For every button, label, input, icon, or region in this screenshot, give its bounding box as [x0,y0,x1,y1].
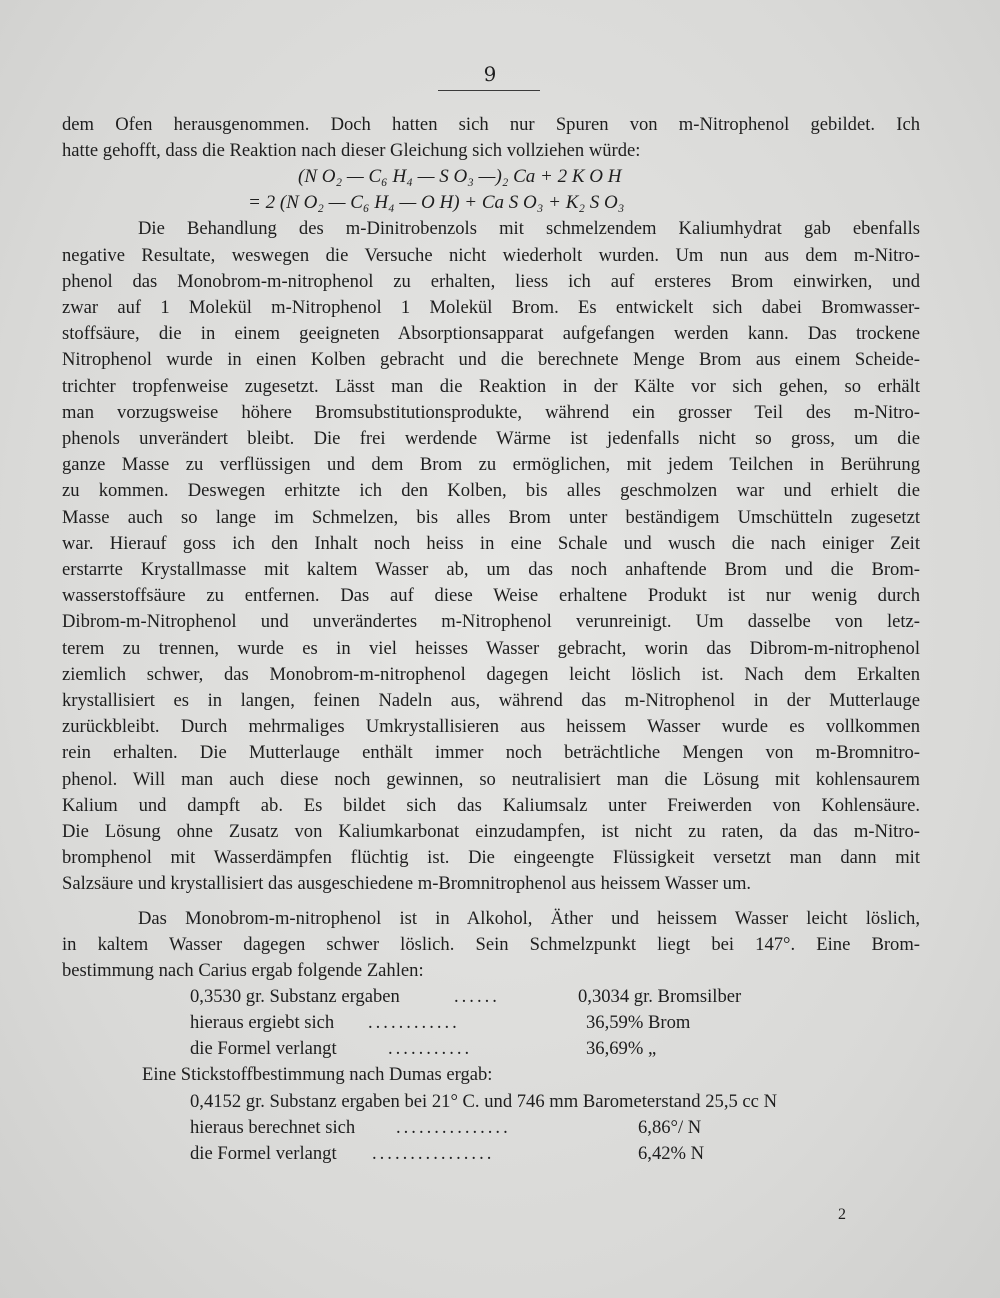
formula-line-1: (N O₂ — C₆ H₄ — S O₃ —)₂ Ca + 2 K O H [298,166,622,188]
text-line: man vorzugsweise höhere Bromsubstitutionsprodukte, während ein grosser Teil des m-Nitro- [62,401,920,423]
text-line: Die Lösung ohne Zusatz von Kaliumkarbonat einzudampfen, ist nicht zu raten, da das m-Nitro- [62,821,920,843]
text-line: Dibrom-m-Nitrophenol und unverändertes m-Nitrophenol verunreinigt. Um dasselbe von letz- [62,611,920,633]
row-label: die Formel verlangt [190,1038,337,1060]
text-line: zu kommen. Deswegen erhitzte ich den Kolben, bis alles geschmolzen war und erhielt die [62,480,920,502]
text-line: rein erhalten. Die Mutterlauge enthält immer noch beträchtliche Mengen von m-Bromnitro- [62,742,920,764]
text-line: Nitrophenol wurde in einen Kolben gebracht und die berechnete Menge Brom aus einem Scheide- [62,349,920,371]
leader-dots: ...... [454,986,500,1008]
row-label: die Formel verlangt [190,1142,337,1164]
text-line: Die Behandlung des m-Dinitrobenzols mit schmelzendem Kaliumhydrat gab ebenfalls [138,218,920,240]
n-row [62,1141,920,1167]
text-line: Eine Stickstoffbestimmung nach Dumas ergab: [142,1064,493,1086]
text-line: phenol das Monobrom-m-nitrophenol zu erhalten, liess ich auf ersteres Brom einwirken, und [62,270,920,292]
signature-mark: 2 [838,1206,846,1223]
text-line: Kalium und dampft ab. Es bildet sich das Kaliumsalz unter Freiwerden von Kohlensäure. [62,794,920,816]
row-label: 0,3530 gr. Substanz ergaben [190,986,400,1008]
text-line: Masse auch so lange im Schmelzen, bis alles Brom unter beständigem Umschütteln zugesetzt [62,506,920,528]
text-line: Das Monobrom-m-nitrophenol ist in Alkohol, Äther und heissem Wasser leicht löslich, [138,907,920,929]
formula-line-2: = 2 (N O₂ — C₆ H₄ — O H) + Ca S O₃ + K₂ S O₃ [248,192,625,214]
leader-dots: ............ [368,1012,460,1034]
text-line: bestimmung nach Carius ergab folgende Zahlen: [62,960,424,982]
text-line: terem zu trennen, wurde es in viel heisses Wasser gebracht, worin das Dibrom-m-nitrophenol [62,637,920,659]
brom-row [62,1010,920,1036]
row-label: 0,4152 gr. Substanz ergaben bei 21° C. und 746 mm Barometerstand 25,5 cc N [190,1090,778,1112]
row-value: 36,69% „ [586,1038,657,1060]
leader-dots: ............... [396,1116,511,1138]
leader-dots: ........... [388,1038,473,1060]
text-line: zwar auf 1 Molekül m-Nitrophenol 1 Molekül Brom. Es entwickelt sich dabei Bromwasser- [62,297,920,319]
text-line: erstarrte Krystallmasse mit kaltem Wasser ab, um das noch anhaftende Brom und die Brom- [62,559,920,581]
row-value: 0,3034 gr. Bromsilber [578,986,742,1008]
text-line: war. Hierauf goss ich den Inhalt noch heiss in eine Schale und wusch die nach einiger Zeit [62,532,920,554]
header-rule [438,90,540,91]
text-line: krystallisiert es in langen, feinen Nadeln aus, während das m-Nitrophenol in der Mutterlauge [62,690,920,712]
text-line: phenol. Will man auch diese noch gewinnen, so neutralisiert man die Lösung mit kohlensaurem [62,768,920,790]
row-label: hieraus berechnet sich [190,1116,356,1138]
leader-dots: ................ [372,1142,495,1164]
row-value: 6,42% N [638,1142,705,1164]
brom-row [62,984,920,1010]
text-line: zurückbleibt. Durch mehrmaliges Umkrystallisieren aus heissem Wasser wurde es vollkommen [62,716,920,738]
row-label: hieraus ergiebt sich [190,1012,335,1034]
text-line: trichter tropfenweise zugesetzt. Lässt man die Reaktion in der Kälte vor sich gehen, so erhält [62,375,920,397]
text-line: hatte gehofft, dass die Reaktion nach dieser Gleichung sich vollziehen würde: [62,140,641,162]
text-line: phenols unverändert bleibt. Die frei werdende Wärme ist jedenfalls nicht so gross, um die [62,428,920,450]
text-line: wasserstoffsäure zu entfernen. Das auf diese Weise erhaltene Produkt ist nur wenig durch [62,585,920,607]
text-line: in kaltem Wasser dagegen schwer löslich. Sein Schmelzpunkt liegt bei 147°. Eine Brom- [62,933,920,955]
text-line: Salzsäure und krystallisiert das ausgeschiedene m-Bromnitrophenol aus heissem Wasser um. [62,873,752,895]
brom-row [62,1036,920,1062]
text-line: dem Ofen herausgenommen. Doch hatten sich nur Spuren von m-Nitrophenol gebildet. Ich [62,114,920,135]
n-row [62,1089,920,1115]
text-line: stoffsäure, die in einem geeigneten Absorptionsapparat aufgefangen werden kann. Das trockene [62,323,920,345]
text-line: ganze Masse zu verflüssigen und dem Brom zu ermöglichen, mit jedem Teilchen in Berührung [62,454,920,476]
text-line: ziemlich schwer, das Monobrom-m-nitrophenol dagegen leicht löslich ist. Nach dem Erkalten [62,663,920,685]
n-row [62,1115,920,1141]
body-text [62,112,920,1167]
text-line: bromphenol mit Wasserdämpfen flüchtig ist. Die eingeengte Flüssigkeit versetzt man dann mit [62,847,920,869]
row-value: 6,86°/ N [638,1116,702,1138]
text-line: negative Resultate, weswegen die Versuche nicht wiederholt wurden. Um nun aus dem m-Nitro- [62,244,920,266]
page-number: 9 [483,62,497,86]
row-value: 36,59% Brom [586,1012,691,1034]
